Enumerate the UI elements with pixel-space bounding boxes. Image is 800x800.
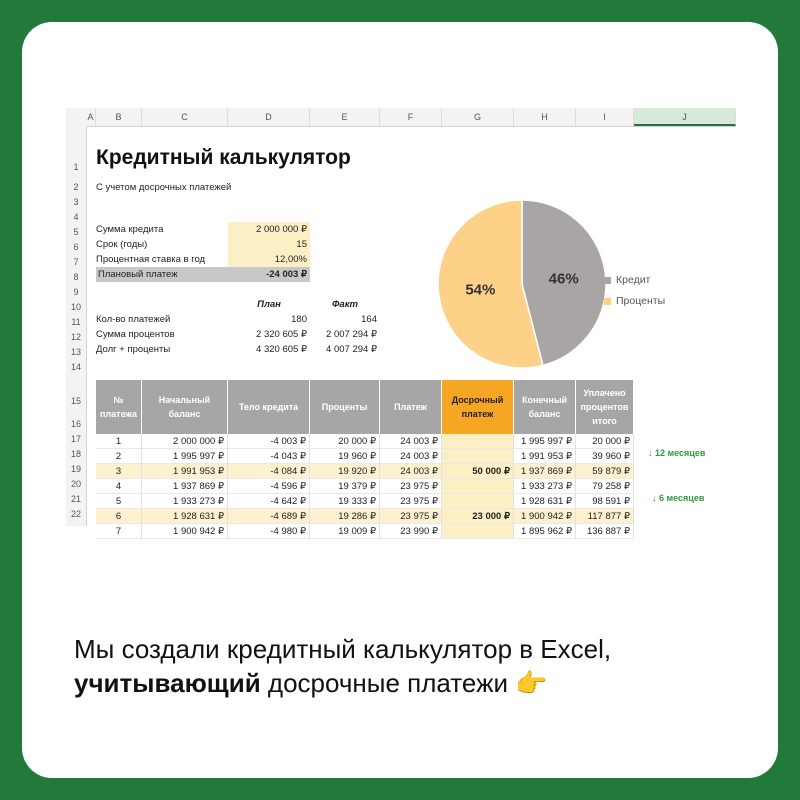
sheet-subtitle[interactable]: С учетом досрочных платежей: [96, 182, 232, 193]
note-6-months: ↓ 6 месяцев: [652, 493, 705, 503]
cell-number[interactable]: 1: [96, 434, 142, 449]
cell-early-payment[interactable]: [442, 449, 514, 464]
col-header-f[interactable]: F: [380, 108, 442, 126]
legend-item-credit: [604, 274, 650, 286]
col-header-e[interactable]: E: [310, 108, 380, 126]
cell-principal[interactable]: -4 043 ₽: [228, 449, 310, 464]
legend-item-interest: [604, 295, 665, 307]
summary-plan-header: План: [257, 299, 281, 310]
row-header[interactable]: 12: [70, 332, 81, 342]
row-header[interactable]: 2: [73, 182, 79, 192]
row-header[interactable]: 19: [70, 464, 81, 474]
col-header-c[interactable]: C: [142, 108, 228, 126]
post-caption: [74, 632, 754, 700]
input-value-amount[interactable]: 2 000 000 ₽: [228, 222, 310, 237]
row-header[interactable]: 5: [73, 227, 79, 237]
cell-total-interest[interactable]: 39 960 ₽: [576, 449, 634, 464]
cell-number[interactable]: 7: [96, 524, 142, 539]
cell-principal[interactable]: -4 642 ₽: [228, 494, 310, 509]
cell-end-balance[interactable]: 1 995 997 ₽: [514, 434, 576, 449]
row-header[interactable]: 6: [73, 242, 79, 252]
input-value-rate[interactable]: 12,00%: [228, 252, 310, 267]
cell-total-interest[interactable]: 98 591 ₽: [576, 494, 634, 509]
col-header-b[interactable]: B: [96, 108, 142, 126]
table-header-number[interactable]: [96, 380, 142, 434]
cell-number[interactable]: 3: [96, 464, 142, 479]
cell-start-balance[interactable]: 1 900 942 ₽: [142, 524, 228, 539]
table-header-principal[interactable]: [228, 380, 310, 434]
summary-plan-count[interactable]: 180: [291, 314, 307, 325]
summary-fact-total[interactable]: 4 007 294 ₽: [326, 344, 377, 355]
row-header[interactable]: 17: [70, 434, 81, 444]
summary-label-count[interactable]: Кол-во платежей: [96, 314, 171, 325]
col-header-h[interactable]: H: [514, 108, 576, 126]
cell-start-balance[interactable]: 1 928 631 ₽: [142, 509, 228, 524]
row-header[interactable]: 1: [73, 162, 79, 172]
table-header-start-balance[interactable]: [142, 380, 228, 434]
cell-early-payment[interactable]: [442, 494, 514, 509]
row-header[interactable]: 7: [73, 257, 79, 267]
summary-label-total[interactable]: Долг + проценты: [96, 344, 171, 355]
cell-principal[interactable]: -4 689 ₽: [228, 509, 310, 524]
cell-start-balance[interactable]: 1 995 997 ₽: [142, 449, 228, 464]
summary-fact-header: Факт: [332, 299, 358, 310]
input-value-payment[interactable]: -24 003 ₽: [228, 267, 310, 282]
cell-end-balance[interactable]: 1 991 953 ₽: [514, 449, 576, 464]
cell-interest[interactable]: 19 286 ₽: [310, 509, 380, 524]
cell-number[interactable]: 4: [96, 479, 142, 494]
cell-early-payment[interactable]: 50 000 ₽: [442, 464, 514, 479]
table-header-label: Платеж: [394, 402, 427, 412]
row-header[interactable]: 15: [70, 396, 81, 406]
cell-start-balance[interactable]: 1 991 953 ₽: [142, 464, 228, 479]
summary-fact-count[interactable]: 164: [361, 314, 377, 325]
caption-line-1: Мы создали кредитный калькулятор в Excel,: [74, 634, 612, 664]
cell-principal[interactable]: -4 596 ₽: [228, 479, 310, 494]
summary-fact-interest[interactable]: 2 007 294 ₽: [326, 329, 377, 340]
table-header-total-interest[interactable]: [576, 380, 634, 434]
row-header[interactable]: 18: [70, 449, 81, 459]
cell-total-interest[interactable]: 59 879 ₽: [576, 464, 634, 479]
row-header[interactable]: 8: [73, 272, 79, 282]
summary-plan-total[interactable]: 4 320 605 ₽: [256, 344, 307, 355]
cell-end-balance[interactable]: 1 937 869 ₽: [514, 464, 576, 479]
table-header-label: № платежа: [100, 395, 137, 419]
input-label-term[interactable]: Срок (годы): [96, 239, 148, 250]
cell-payment[interactable]: 24 003 ₽: [380, 464, 442, 479]
cell-interest[interactable]: 20 000 ₽: [310, 434, 380, 449]
col-header-a[interactable]: A: [86, 108, 96, 126]
cell-end-balance[interactable]: 1 895 962 ₽: [514, 524, 576, 539]
input-label-payment[interactable]: Плановый платеж: [96, 267, 228, 282]
table-header-label: Проценты: [321, 402, 368, 412]
note-12-months: ↓ 12 месяцев: [648, 448, 706, 458]
legend-label-credit: Кредит: [616, 274, 651, 286]
cell-payment[interactable]: 23 975 ₽: [380, 479, 442, 494]
spreadsheet-screenshot: [66, 108, 736, 537]
summary-plan-interest[interactable]: 2 320 605 ₽: [256, 329, 307, 340]
cell-early-payment[interactable]: [442, 524, 514, 539]
row-header[interactable]: 9: [73, 287, 79, 297]
row-header[interactable]: 20: [70, 479, 81, 489]
row-header[interactable]: 4: [73, 212, 79, 222]
row-header[interactable]: 13: [70, 347, 81, 357]
cell-start-balance[interactable]: 2 000 000 ₽: [142, 434, 228, 449]
pie-chart[interactable]: [416, 200, 716, 380]
table-header-label: Начальный баланс: [158, 395, 211, 419]
row-header[interactable]: 21: [70, 494, 81, 504]
cell-start-balance[interactable]: 1 937 869 ₽: [142, 479, 228, 494]
table-header-payment[interactable]: [380, 380, 442, 434]
table-header-label: Досрочный платеж: [451, 395, 504, 419]
cell-end-balance[interactable]: 1 928 631 ₽: [514, 494, 576, 509]
cell-interest[interactable]: 19 920 ₽: [310, 464, 380, 479]
sheet-title[interactable]: Кредитный калькулятор: [96, 146, 351, 169]
input-value-term[interactable]: 15: [228, 237, 310, 252]
cell-end-balance[interactable]: 1 933 273 ₽: [514, 479, 576, 494]
cell-payment[interactable]: 23 975 ₽: [380, 494, 442, 509]
row-header[interactable]: 16: [70, 419, 81, 429]
cell-number[interactable]: 5: [96, 494, 142, 509]
row-header[interactable]: 10: [70, 302, 81, 312]
col-header-j[interactable]: J: [634, 108, 736, 126]
cell-end-balance[interactable]: 1 900 942 ₽: [514, 509, 576, 524]
row-header[interactable]: 22: [70, 509, 81, 519]
cell-number[interactable]: 2: [96, 449, 142, 464]
summary-label-interest[interactable]: Сумма процентов: [96, 329, 175, 340]
cell-early-payment[interactable]: 23 000 ₽: [442, 509, 514, 524]
post-card: [22, 22, 778, 778]
cell-interest[interactable]: 19 009 ₽: [310, 524, 380, 539]
pie-data-label: 46%: [548, 270, 579, 288]
table-header-label: Конечный баланс: [521, 395, 568, 419]
pie-data-label: 54%: [465, 281, 496, 299]
cell-total-interest[interactable]: 79 258 ₽: [576, 479, 634, 494]
table-header-end-balance[interactable]: [514, 380, 576, 434]
pointing-hand-icon: 👉: [515, 668, 548, 698]
cell-total-interest[interactable]: 20 000 ₽: [576, 434, 634, 449]
table-header-interest[interactable]: [310, 380, 380, 434]
cell-payment[interactable]: 23 975 ₽: [380, 509, 442, 524]
table-header-label: Уплачено процентов итого: [580, 388, 629, 426]
cell-interest[interactable]: 19 960 ₽: [310, 449, 380, 464]
cell-principal[interactable]: -4 980 ₽: [228, 524, 310, 539]
column-header-bar: [66, 108, 736, 127]
table-header-early-payment[interactable]: [442, 380, 514, 434]
cell-total-interest[interactable]: 117 877 ₽: [576, 509, 634, 524]
cell-number[interactable]: 6: [96, 509, 142, 524]
cell-interest[interactable]: 19 333 ₽: [310, 494, 380, 509]
caption-bold-word: учитывающий: [74, 668, 261, 698]
row-header-bar: [66, 126, 87, 526]
cell-early-payment[interactable]: [442, 479, 514, 494]
row-header[interactable]: 11: [71, 317, 81, 327]
legend-label-interest: Проценты: [616, 295, 666, 307]
cell-payment[interactable]: 23 990 ₽: [380, 524, 442, 539]
cell-total-interest[interactable]: 136 887 ₽: [576, 524, 634, 539]
cell-payment[interactable]: 24 003 ₽: [380, 434, 442, 449]
input-label-amount[interactable]: Сумма кредита: [96, 224, 164, 235]
caption-rest: досрочные платежи: [260, 668, 509, 698]
legend-swatch-interest: [604, 298, 611, 305]
col-header-d[interactable]: D: [228, 108, 310, 126]
cell-start-balance[interactable]: 1 933 273 ₽: [142, 494, 228, 509]
row-header[interactable]: 3: [73, 197, 79, 207]
col-header-g[interactable]: G: [442, 108, 514, 126]
cell-principal[interactable]: -4 084 ₽: [228, 464, 310, 479]
row-header[interactable]: 14: [70, 362, 81, 372]
col-header-i[interactable]: I: [576, 108, 634, 126]
cell-payment[interactable]: 24 003 ₽: [380, 449, 442, 464]
cell-interest[interactable]: 19 379 ₽: [310, 479, 380, 494]
cell-principal[interactable]: -4 003 ₽: [228, 434, 310, 449]
input-label-rate[interactable]: Процентная ставка в год: [96, 254, 206, 265]
cell-early-payment[interactable]: [442, 434, 514, 449]
legend-swatch-credit: [604, 277, 611, 284]
table-header-label: Тело кредита: [238, 402, 299, 412]
